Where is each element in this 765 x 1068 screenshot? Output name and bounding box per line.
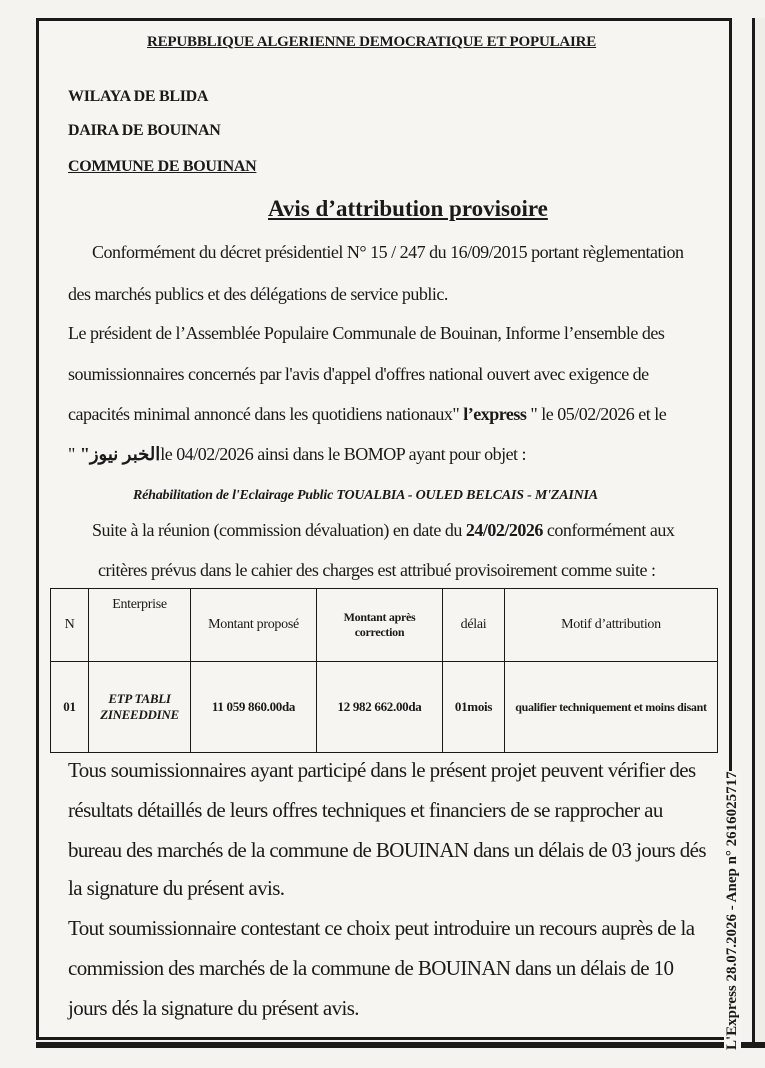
closing-p1-line-4: la signature du présent avis. bbox=[68, 876, 285, 900]
cell-n: 01 bbox=[51, 662, 89, 753]
attribution-table bbox=[50, 588, 718, 753]
closing-p1-line-1: Tous soumissionnaires ayant participé dans le présent projet peuvent vérifier des bbox=[68, 758, 696, 782]
header-montant-propose: Montant proposé bbox=[191, 589, 317, 662]
cell-motif: qualifier techniquement et moins disant bbox=[505, 662, 718, 753]
meeting-date: 24/02/2026 bbox=[465, 520, 543, 540]
closing-p2-line-3: jours dés la signature du présent avis. bbox=[68, 996, 359, 1020]
wilaya-label: WILAYA DE BLIDA bbox=[68, 88, 209, 105]
enterprise-line-1: ETP TABLI bbox=[108, 691, 171, 706]
header-delai: délai bbox=[443, 589, 505, 662]
header-n: N bbox=[51, 589, 89, 662]
header-enterprise: Enterprise bbox=[89, 589, 191, 662]
newspaper-express: l’express bbox=[463, 404, 527, 424]
cell-delai: 01mois bbox=[443, 662, 505, 753]
bottom-rule bbox=[36, 1042, 765, 1048]
intro-line-2: des marchés publics et des délégations de service public. bbox=[68, 284, 448, 304]
intro-line-5-c: " le 05/02/2026 et le bbox=[526, 404, 667, 424]
intro-line-3: Le président de l’Assemblée Populaire Communale de Bouinan, Informe l’ensemble des bbox=[68, 323, 665, 343]
closing-p2-line-2: commission des marchés de la commune de BOUINAN dans un délais de 10 bbox=[68, 956, 674, 980]
closing-p1-line-3: bureau des marchés de la commune de BOUINAN dans un délais de 03 jours dés bbox=[68, 838, 706, 862]
header-motif: Motif d’attribution bbox=[505, 589, 718, 662]
intro-line-5 bbox=[68, 404, 666, 425]
publication-credit: L'Express 28.07.2026 - Anep n° 2616025717 bbox=[724, 771, 740, 1050]
project-object: Réhabilitation de l'Eclairage Public TOUALBIA - OULED BELCAIS - M'ZAINIA bbox=[133, 488, 598, 503]
commune-label: COMMUNE DE BOUINAN bbox=[68, 158, 257, 175]
daira-label: DAIRA DE BOUINAN bbox=[68, 122, 221, 139]
suite-line-2: critères prévus dans le cahier des charges est attribué provisoirement comme suite : bbox=[98, 560, 656, 580]
republic-heading: REPUBBLIQUE ALGERIENNE DEMOCRATIQUE ET POPULAIRE bbox=[147, 34, 597, 50]
intro-line-6-a: " bbox=[68, 444, 80, 464]
intro-line-1: Conformément du décret présidentiel N° 15 / 247 du 16/09/2015 portant règlementation bbox=[92, 242, 684, 262]
closing-p1-line-2: résultats détaillés de leurs offres techniques et financiers de se rapprocher au bbox=[68, 798, 663, 822]
table-header-row bbox=[51, 589, 718, 662]
newspaper-arabic: "الخبر نيوز bbox=[79, 444, 161, 464]
suite-line-1-a: Suite à la réunion (commission dévaluation) en date du bbox=[92, 520, 466, 540]
intro-line-6 bbox=[68, 444, 526, 465]
enterprise-line-2: ZINEEDDINE bbox=[100, 707, 179, 722]
table-row bbox=[51, 662, 718, 753]
intro-line-6-c: le 04/02/2026 ainsi dans le BOMOP ayant pour objet : bbox=[160, 444, 527, 464]
adjacent-column-edge bbox=[752, 18, 765, 1048]
intro-line-4: soumissionnaires concernés par l'avis d'appel d'offres national ouvert avec exigence de bbox=[68, 364, 649, 384]
suite-line-1-c: conformément aux bbox=[542, 520, 675, 540]
intro-line-5-a: capacités minimal annoncé dans les quotidiens nationaux" bbox=[68, 404, 464, 424]
suite-line-1 bbox=[92, 520, 674, 541]
cell-enterprise bbox=[89, 662, 191, 753]
notice-title: Avis d’attribution provisoire bbox=[268, 196, 548, 221]
cell-montant-propose: 11 059 860.00da bbox=[191, 662, 317, 753]
cell-montant-apres: 12 982 662.00da bbox=[317, 662, 443, 753]
header-montant-apres: Montant après correction bbox=[317, 589, 443, 662]
closing-p2-line-1: Tout soumissionnaire contestant ce choix peut introduire un recours auprès de la bbox=[68, 916, 695, 940]
